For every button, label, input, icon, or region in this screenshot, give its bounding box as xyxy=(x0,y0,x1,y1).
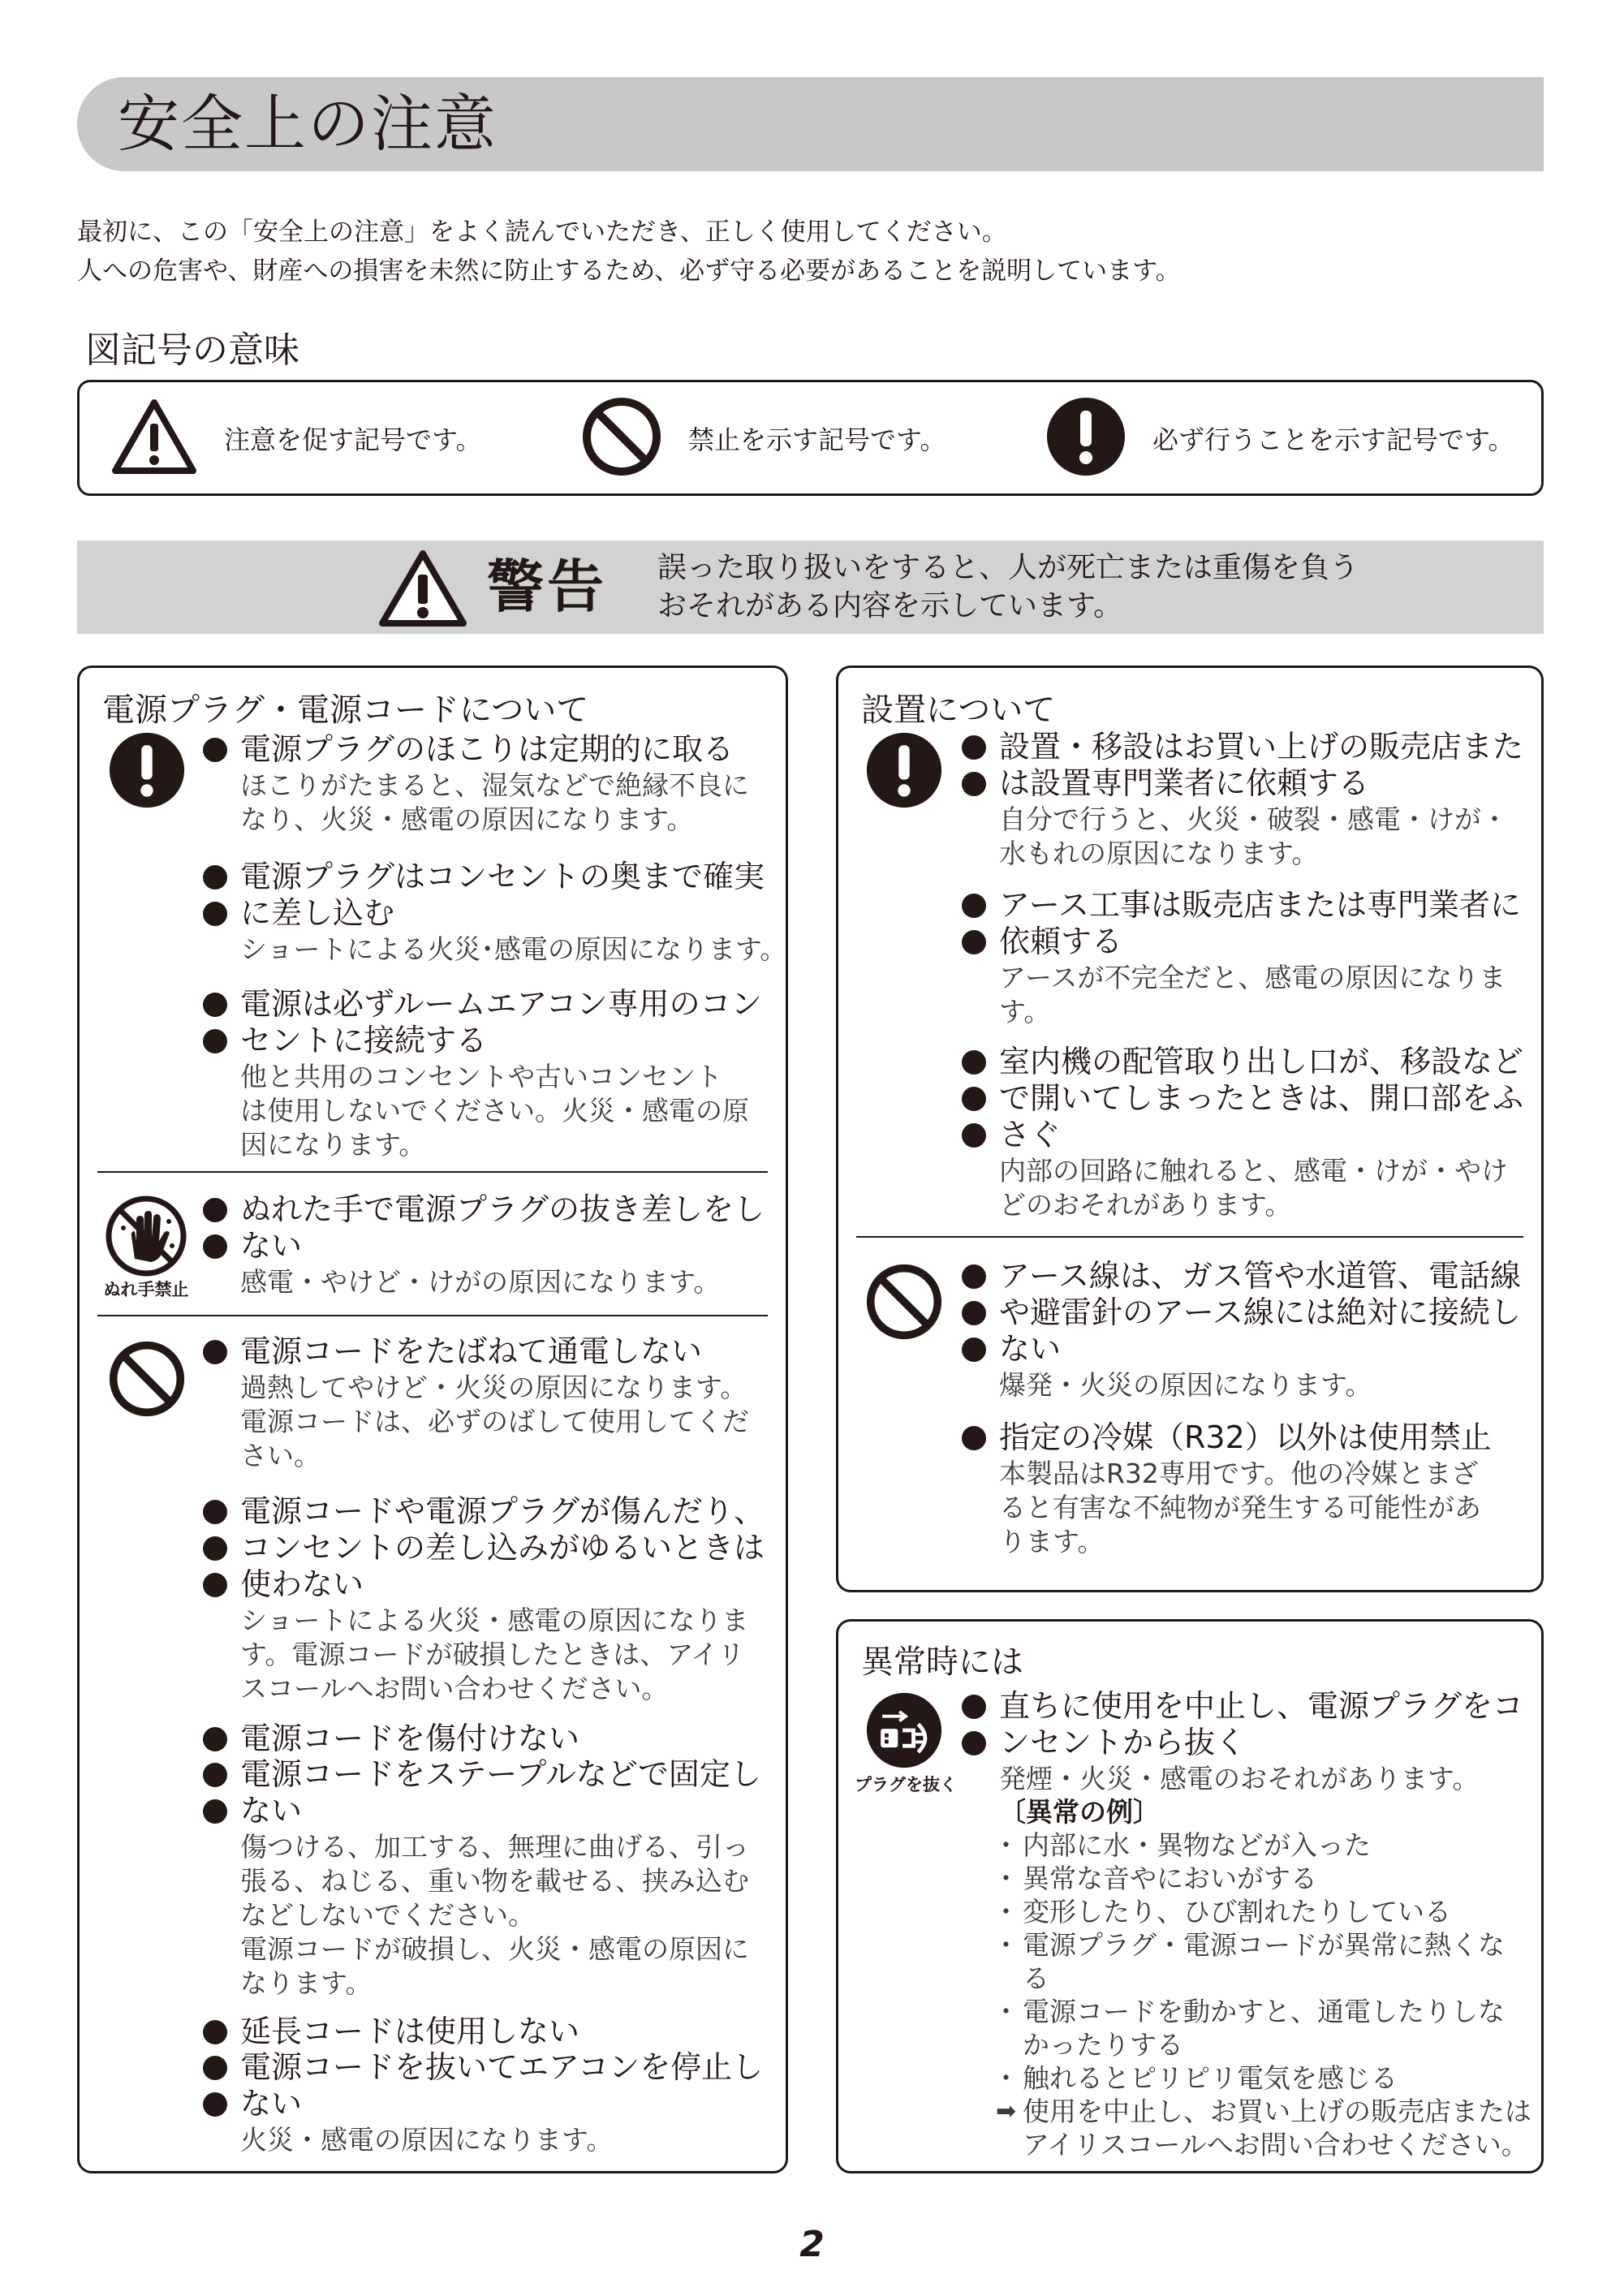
item-heading: や避雷針のアース線には絶対に接続し xyxy=(962,1294,1540,1331)
warning-item xyxy=(962,887,1540,1028)
symbols-section-title: 図記号の意味 xyxy=(85,330,299,371)
item-body: アースが不完全だと、感電の原因になりま xyxy=(999,962,1506,993)
item-body: は使用しないでください。火災・感電の原 xyxy=(240,1095,749,1126)
item-body: 爆発・火災の原因になります。 xyxy=(999,1369,1372,1401)
item-body: ると有害な不純物が発生する可能性があ xyxy=(999,1492,1481,1523)
warning-item xyxy=(203,1191,787,1299)
item-heading: ない xyxy=(203,1793,787,1829)
mandatory-icon xyxy=(108,731,186,812)
item-heading: 電源コードをたばねて通電しない xyxy=(203,1333,787,1370)
item-heading: セントに接続する xyxy=(203,1023,787,1059)
item-heading: 指定の冷媒（R32）以外は使用禁止 xyxy=(962,1419,1540,1456)
divider xyxy=(97,1315,768,1316)
item-heading: アース線は、ガス管や水道管、電話線 xyxy=(962,1258,1540,1294)
divider xyxy=(97,1171,768,1173)
mandatory-icon xyxy=(865,731,943,812)
warning-title: 警告 xyxy=(487,554,607,620)
item-body: 自分で行うと、火災・破裂・感電・けが・ xyxy=(999,803,1508,835)
item-heading: ない xyxy=(203,1228,787,1264)
legend-item-prohibition xyxy=(581,382,946,493)
warning-item xyxy=(962,729,1540,870)
power-cord-box xyxy=(77,666,788,2173)
mandatory-icon xyxy=(1045,396,1126,480)
prohibition-icon xyxy=(581,396,662,480)
item-heading: 電源プラグのほこりは定期的に取る xyxy=(203,731,787,768)
warning-item xyxy=(203,1721,787,1757)
item-heading: ない xyxy=(962,1331,1540,1368)
box-title: 電源プラグ・電源コードについて xyxy=(102,691,589,729)
caution-triangle-icon xyxy=(110,398,198,479)
warning-item xyxy=(962,1688,1540,2161)
item-heading: 設置・移設はお買い上げの販売店また xyxy=(962,729,1540,765)
box-title: 設置について xyxy=(861,691,1056,729)
example-item: ・ 電源プラグ・電源コードが異常に熱くな xyxy=(962,1928,1540,1962)
item-body: 火災・感電の原因になります。 xyxy=(240,2124,614,2156)
warning-item xyxy=(203,1333,787,1472)
item-heading: 延長コードは使用しない xyxy=(203,2014,787,2050)
item-heading: コンセントの差し込みがゆるいときは xyxy=(203,1530,787,1566)
item-heading: 電源プラグはコンセントの奥まで確実 xyxy=(203,859,787,895)
item-heading: 直ちに使用を中止し、電源プラグをコ xyxy=(962,1688,1540,1725)
warning-item xyxy=(962,1258,1540,1402)
item-heading: 電源コードを傷付けない xyxy=(203,1721,787,1757)
icon-caption: ぬれ手禁止 xyxy=(103,1280,189,1299)
divider xyxy=(856,1236,1523,1238)
item-body: 本製品はR32専用です。他の冷媒とまざ xyxy=(999,1458,1479,1489)
item-heading: に差し込む xyxy=(203,895,787,932)
examples-label: 〔異常の例〕 xyxy=(999,1796,1160,1828)
example-item: ・ 触れるとピリピリ電気を感じる xyxy=(962,2061,1540,2095)
box-title: 異常時には xyxy=(861,1643,1023,1681)
item-heading: 室内機の配管取り出し口が、移設など xyxy=(962,1044,1540,1080)
warning-text-line: 誤った取り扱いをすると、人が死亡または重傷を負う xyxy=(657,551,1359,584)
installation-box xyxy=(836,666,1544,1592)
item-body: 傷つける、加工する、無理に曲げる、引っ xyxy=(240,1831,749,1863)
prohibition-icon xyxy=(108,1340,186,1421)
item-heading: で開いてしまったときは、開口部をふ xyxy=(962,1080,1540,1117)
warning-text-line: おそれがある内容を示しています。 xyxy=(657,589,1123,622)
item-heading: ぬれた手で電源プラグの抜き差しをし xyxy=(203,1191,787,1228)
item-heading: ンセントから抜く xyxy=(962,1725,1540,1761)
example-item-cont: る xyxy=(1023,1962,1049,1994)
example-item: ・ 異常な音やにおいがする xyxy=(962,1862,1540,1895)
item-body: スコールへお問い合わせください。 xyxy=(240,1673,669,1704)
wet-hand-prohibited-icon xyxy=(104,1195,188,1283)
item-body: 発煙・火災・感電のおそれがあります。 xyxy=(999,1763,1480,1794)
warning-banner xyxy=(77,541,1544,634)
item-body: 水もれの原因になります。 xyxy=(999,838,1319,869)
item-body: ショートによる火災・感電の原因になりま xyxy=(240,1605,749,1636)
item-body: 電源コードは、必ずのばして使用してくだ xyxy=(240,1406,749,1437)
item-body: ショートによる火災･感電の原因になります。 xyxy=(240,933,787,965)
warning-item xyxy=(203,2014,787,2050)
warning-text xyxy=(657,549,1359,625)
legend-label: 必ず行うことを示す記号です。 xyxy=(1152,424,1514,455)
warning-item xyxy=(203,1493,787,1705)
item-body: 過熱してやけど・火災の原因になります。 xyxy=(240,1372,747,1403)
warning-item xyxy=(962,1419,1540,1558)
item-heading: 電源コードや電源プラグが傷んだり、 xyxy=(203,1493,787,1530)
item-body: なり、火災・感電の原因になります。 xyxy=(240,803,694,835)
item-body: どのおそれがあります。 xyxy=(999,1189,1292,1221)
intro-line: 人への危害や、財産への損害を未然に防止するため、必ず守る必要があることを説明しています。 xyxy=(77,256,1181,286)
item-body: す。電源コードが破損したときは、アイリ xyxy=(240,1639,745,1670)
item-heading: は設置専門業者に依頼する xyxy=(962,765,1540,802)
page-number: 2 xyxy=(799,2224,825,2265)
action-note-cont: アイリスコールへお問い合わせください。 xyxy=(1023,2129,1528,2160)
symbols-legend xyxy=(77,380,1544,496)
item-body: 電源コードが破損し、火災・感電の原因に xyxy=(240,1933,749,1965)
item-body: す。 xyxy=(999,996,1051,1027)
example-item: ・ 電源コードを動かすと、通電したりしな xyxy=(962,1995,1540,2028)
unplug-icon xyxy=(865,1691,943,1773)
prohibition-icon xyxy=(865,1263,943,1344)
warning-item xyxy=(203,1756,787,2000)
item-body: 因になります。 xyxy=(240,1129,426,1161)
item-body: 感電・やけど・けがの原因になります。 xyxy=(240,1266,721,1298)
item-body: 他と共用のコンセントや古いコンセント xyxy=(240,1061,722,1092)
item-body: 内部の回路に触れると、感電・けが・やけ xyxy=(999,1155,1508,1187)
intro-text xyxy=(77,213,1181,291)
item-body: 張る、ねじる、重い物を載せる、挟み込む xyxy=(240,1865,749,1897)
example-item: ・ 変形したり、ひび割れたりしている xyxy=(962,1895,1540,1928)
item-heading: 依頼する xyxy=(962,924,1540,960)
icon-caption: プラグを抜く xyxy=(855,1775,957,1794)
example-item-cont: かったりする xyxy=(1023,2029,1183,2061)
legend-label: 禁止を示す記号です。 xyxy=(688,424,946,455)
page-title: 安全上の注意 xyxy=(118,88,498,160)
item-body: などしないでください。 xyxy=(240,1899,535,1931)
example-item: ・ 内部に水・異物などが入った xyxy=(962,1829,1540,1862)
item-body: さい。 xyxy=(240,1440,321,1471)
item-body: ほこりがたまると、湿気などで絶縁不良に xyxy=(240,769,749,801)
item-heading: さぐ xyxy=(962,1117,1540,1153)
intro-line: 最初に、この「安全上の注意」をよく読んでいただき、正しく使用してください。 xyxy=(77,218,1007,247)
legend-item-caution xyxy=(110,382,481,493)
item-heading: アース工事は販売店または専門業者に xyxy=(962,887,1540,924)
warning-item xyxy=(203,986,787,1161)
title-bar xyxy=(77,77,1544,171)
item-body: ります。 xyxy=(999,1526,1105,1557)
item-body: なります。 xyxy=(240,1967,373,1999)
warning-item xyxy=(203,859,787,966)
item-heading: 電源コードを抜いてエアコンを停止し xyxy=(203,2049,787,2086)
abnormal-box xyxy=(836,1619,1544,2173)
caution-triangle-icon xyxy=(377,549,468,631)
item-heading: 電源は必ずルームエアコン専用のコン xyxy=(203,986,787,1023)
warning-item xyxy=(203,731,787,836)
warning-item xyxy=(962,1044,1540,1221)
legend-label: 注意を促す記号です。 xyxy=(224,424,482,455)
item-heading: 使わない xyxy=(203,1566,787,1603)
legend-item-mandatory xyxy=(1045,382,1514,493)
item-heading: ない xyxy=(203,2086,787,2122)
action-note: ➡ 使用を中止し、お買い上げの販売店または xyxy=(962,2095,1540,2128)
warning-item xyxy=(203,2049,787,2156)
item-heading: 電源コードをステープルなどで固定し xyxy=(203,1756,787,1793)
